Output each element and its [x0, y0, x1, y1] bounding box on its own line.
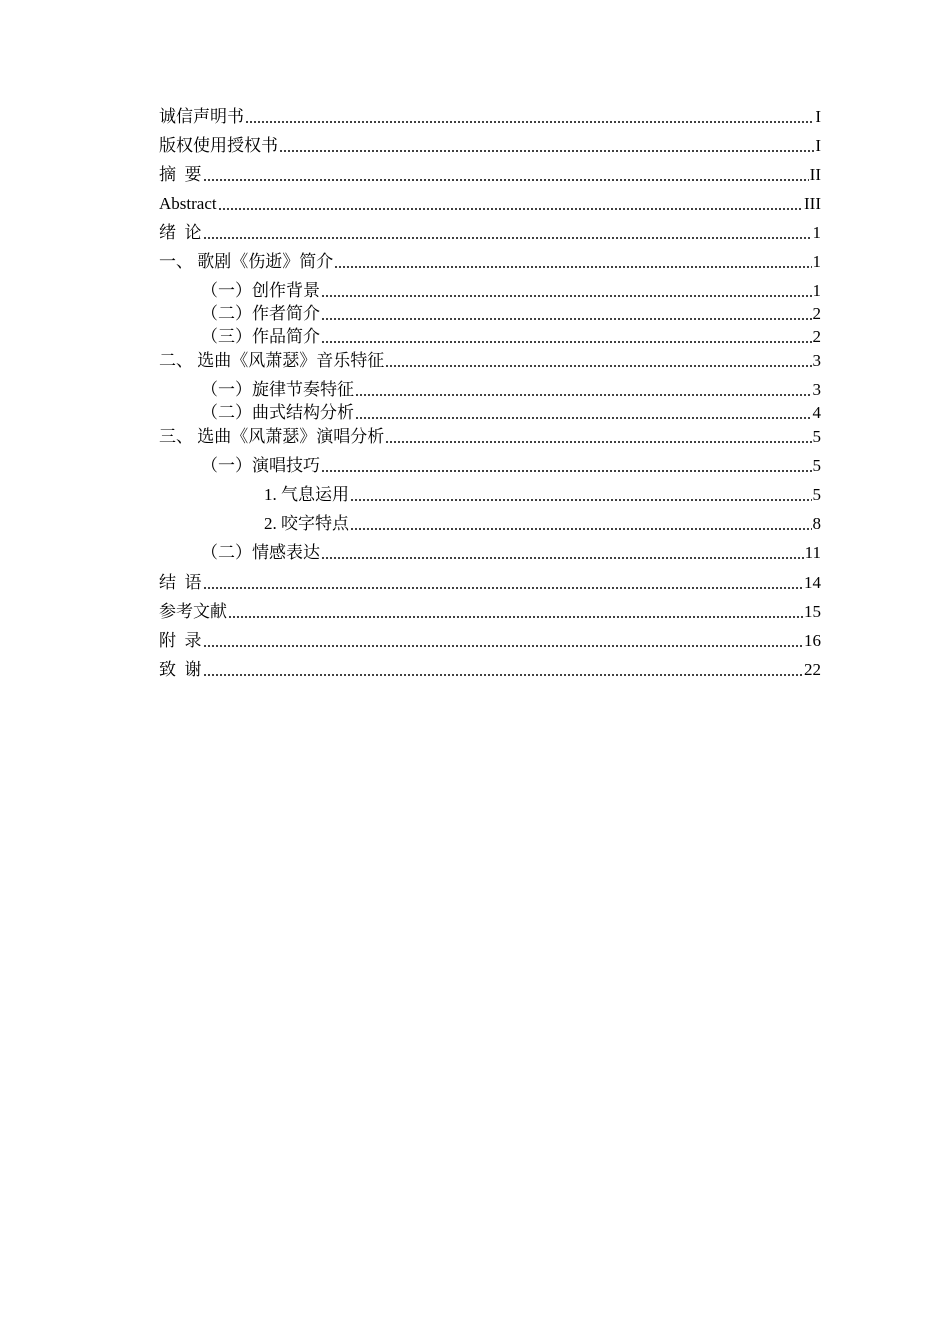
toc-dot-leader — [321, 318, 812, 320]
toc-dot-leader — [203, 587, 804, 589]
toc-entry-title: （一）创作背景 — [201, 281, 320, 300]
toc-dot-leader — [203, 237, 812, 239]
toc-entry-title: 三、 选曲《风萧瑟》演唱分析 — [159, 427, 385, 446]
toc-entry-page: 5 — [812, 485, 821, 504]
toc-entry-title: 2. 咬字特点 — [264, 514, 349, 533]
toc-dot-leader — [321, 295, 812, 297]
toc-dot-leader — [355, 417, 812, 419]
toc-dot-leader — [203, 645, 804, 647]
toc-entry-section-2-2[interactable] — [159, 400, 821, 424]
toc-entry-section-3-1[interactable] — [159, 453, 821, 477]
toc-entry-page: 5 — [812, 427, 821, 446]
toc-entry-integrity-statement[interactable] — [159, 104, 821, 128]
toc-entry-page: 1 — [812, 281, 821, 300]
toc-entry-section-2-1[interactable] — [159, 377, 821, 401]
toc-dot-leader — [321, 470, 812, 472]
toc-entry-page: 14 — [804, 573, 821, 592]
toc-dot-leader — [321, 341, 812, 343]
toc-entry-page: 15 — [804, 602, 821, 621]
toc-entry-title: （三）作品简介 — [201, 327, 320, 346]
toc-entry-chapter-1[interactable] — [159, 249, 821, 273]
toc-entry-section-1-1[interactable] — [159, 278, 821, 302]
toc-entry-title: （二）作者简介 — [201, 304, 320, 323]
toc-entry-page: 2 — [812, 327, 821, 346]
toc-entry-page: I — [815, 136, 821, 155]
toc-entry-section-1-2[interactable] — [159, 301, 821, 325]
toc-dot-leader — [245, 121, 814, 123]
toc-entry-copyright-authorization[interactable] — [159, 133, 821, 157]
toc-entry-appendix[interactable] — [159, 628, 821, 652]
toc-dot-leader — [385, 441, 811, 443]
toc-entry-page: 3 — [812, 351, 821, 370]
toc-entry-conclusion[interactable] — [159, 570, 821, 594]
toc-entry-title: （二）曲式结构分析 — [201, 403, 354, 422]
toc-dot-leader — [334, 266, 811, 268]
toc-entry-page: 4 — [812, 403, 821, 422]
toc-entry-page: 2 — [812, 304, 821, 323]
toc-dot-leader — [350, 499, 812, 501]
toc-entry-title: 致 谢 — [159, 660, 202, 679]
toc-entry-title: 1. 气息运用 — [264, 485, 349, 504]
toc-dot-leader — [385, 365, 811, 367]
toc-dot-leader — [228, 616, 803, 618]
toc-entry-page: 1 — [812, 252, 821, 271]
toc-entry-title: 一、 歌剧《伤逝》简介 — [159, 252, 334, 271]
toc-entry-section-3-2[interactable] — [159, 540, 821, 564]
toc-entry-chapter-2[interactable] — [159, 348, 821, 372]
toc-entry-title: 二、 选曲《风萧瑟》音乐特征 — [159, 351, 385, 370]
toc-entry-chapter-3[interactable] — [159, 424, 821, 448]
toc-entry-page: II — [809, 165, 821, 184]
toc-entry-page: 16 — [804, 631, 821, 650]
toc-dot-leader — [321, 557, 804, 559]
toc-dot-leader — [355, 394, 812, 396]
toc-dot-leader — [279, 150, 814, 152]
toc-entry-page: 8 — [812, 514, 821, 533]
toc-entry-title: 摘 要 — [159, 165, 202, 184]
toc-entry-acknowledgements[interactable] — [159, 657, 821, 681]
toc-entry-references[interactable] — [159, 599, 821, 623]
toc-entry-title: Abstract — [159, 194, 217, 213]
toc-entry-title: 附 录 — [159, 631, 202, 650]
toc-entry-title: 结 语 — [159, 573, 202, 592]
toc-entry-subsection-3-1-2[interactable] — [159, 511, 821, 535]
toc-entry-page: I — [815, 107, 821, 126]
toc-entry-title: （一）旋律节奏特征 — [201, 380, 354, 399]
toc-entry-title: （二）情感表达 — [201, 543, 320, 562]
toc-entry-subsection-3-1-1[interactable] — [159, 482, 821, 506]
toc-dot-leader — [203, 179, 809, 181]
toc-entry-section-1-3[interactable] — [159, 324, 821, 348]
toc-entry-page: 11 — [804, 543, 821, 562]
toc-dot-leader — [203, 674, 804, 676]
toc-entry-abstract-cn[interactable] — [159, 162, 821, 186]
toc-entry-title: （一）演唱技巧 — [201, 456, 320, 475]
toc-entry-title: 诚信声明书 — [159, 107, 244, 126]
toc-entry-page: III — [804, 194, 821, 213]
toc-entry-title: 绪 论 — [159, 223, 202, 242]
toc-entry-page: 1 — [812, 223, 821, 242]
toc-entry-page: 5 — [812, 456, 821, 475]
toc-entry-title: 版权使用授权书 — [159, 136, 278, 155]
toc-entry-abstract-en[interactable] — [159, 191, 821, 215]
toc-entry-page: 22 — [804, 660, 821, 679]
toc-entry-introduction[interactable] — [159, 220, 821, 244]
toc-entry-page: 3 — [812, 380, 821, 399]
toc-entry-title: 参考文献 — [159, 602, 227, 621]
toc-dot-leader — [350, 528, 812, 530]
toc-dot-leader — [218, 208, 803, 210]
